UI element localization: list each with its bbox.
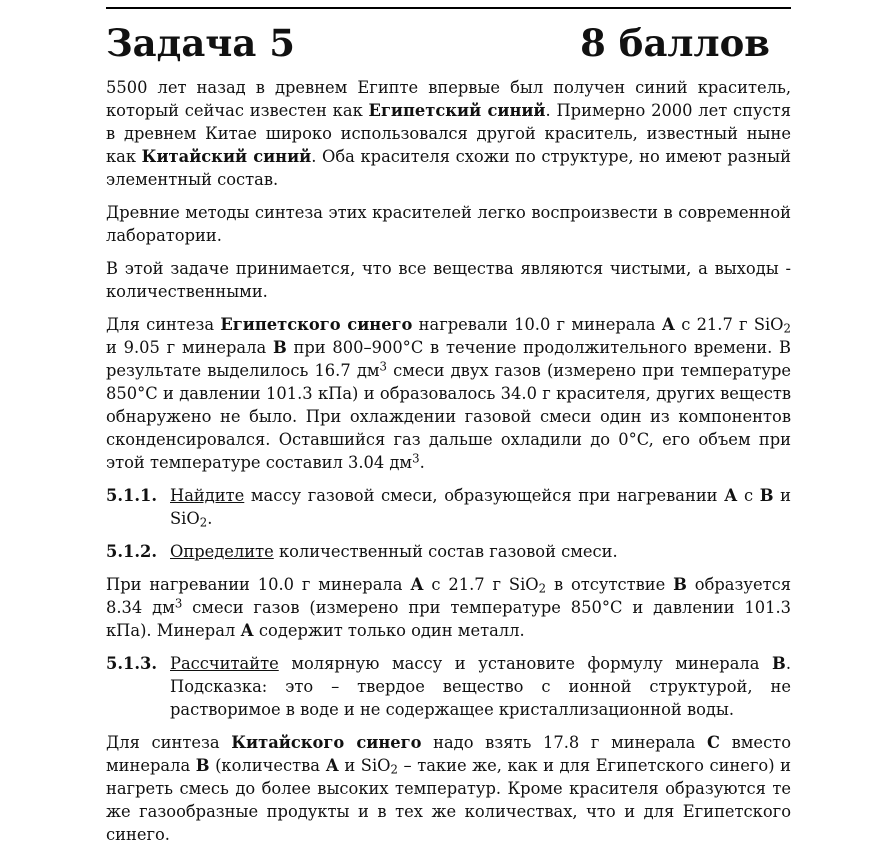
synthesis-egyptian-paragraph: Для синтеза Египетского синего нагревали 10.0 г минерала А с 21.7 г SiO$_2$ и 9.05 г минерала В при 800–900°C в течение продолжительного времени. В результате выделилось 16.7 $дм^3$ смеси двух газов (измерено при температуре 850°C и давлении 101.3 кПа) и образовалось 34.0 г красителя, других веществ обнаружено не было. При охлаждении газовой смеси один из компонентов сконденсировался. Оставшийся газ дальше охладили до 0°C, его объем при этой температуре составил 3.04 $дм^3$. (106, 315, 792, 472)
question-number: 5.1.2. (106, 542, 157, 561)
question-number: 5.1.1. (106, 486, 157, 505)
synthesis-chinese-paragraph: Для синтеза Китайского синего надо взять 17.8 г минерала С вместо минерала В (количества А и SiO$_2$ – такие же, как и для Египетского синего) и нагреть смесь до более высоких температур. Кроме красителя образуются те же газообразные продукты и в тех же количествах, что и для Египетского синего. (106, 733, 791, 844)
heating-without-b-paragraph: При нагревании 10.0 г минерала А с 21.7 г SiO$_2$ в отсутствие В образуется 8.34 $дм^3$ смеси газов (измерено при температуре 850°C и давлении 101.3 кПа). Минерал А содержит только один металл. (106, 575, 791, 640)
question-number: 5.1.3. (106, 654, 157, 673)
top-rule (106, 7, 791, 9)
task-body (106, 76, 791, 856)
task-header (106, 18, 770, 68)
task-score: 8 баллов (580, 21, 770, 65)
question-5-1-1: 5.1.1. Найдите массу газовой смеси, образующейся при нагревании А с В и SiO$_2$. (106, 486, 791, 530)
task-title: Задача 5 (106, 21, 295, 65)
term-chinese-blue: Китайский синий (141, 147, 312, 166)
assumption-paragraph: В этой задаче принимается, что все вещества являются чистыми, а выходы - количественными. (106, 259, 791, 301)
question-5-1-3: 5.1.3. Рассчитайте молярную массу и установите формулу минерала В. Подсказка: это – твердое вещество с ионной структурой, не растворимое в воде и не содержащее кристаллизационной воды. (106, 654, 791, 719)
methods-paragraph: Древние методы синтеза этих красителей легко воспроизвести в современной лаборатории. (106, 203, 791, 245)
term-egyptian-blue: Египетский синий (368, 101, 546, 120)
intro-paragraph: 5500 лет назад в древнем Египте впервые был получен синий краситель, который сейчас известен как Египетский синий. Примерно 2000 лет спустя в древнем Китае широко использовался другой краситель, известный ныне как Китайский синий. Оба красителя схожи по структуре, но имеют разный элементный состав. (106, 78, 792, 189)
question-5-1-2: 5.1.2. Определите количественный состав газовой смеси. (106, 542, 618, 561)
